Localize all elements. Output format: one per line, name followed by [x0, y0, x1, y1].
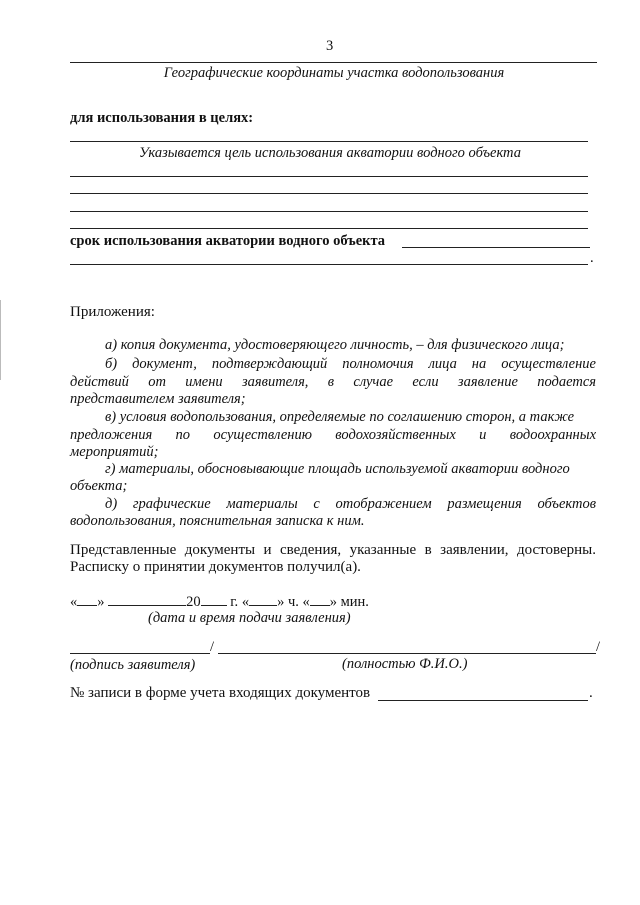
purpose-blank-1 — [70, 176, 588, 177]
purpose-blank-2 — [70, 193, 588, 194]
purpose-caption: Указывается цель использования акватории водного объекта — [139, 145, 521, 161]
item-d-line1: г) материалы, обосновывающие площадь используемой акватории водного — [105, 461, 570, 477]
coordinates-line — [70, 62, 597, 63]
minute-field — [310, 593, 330, 606]
day-field — [77, 593, 97, 606]
signature-slash-right: / — [596, 639, 601, 655]
date-caption: (дата и время подачи заявления) — [148, 610, 351, 626]
item-c-line2: предложения по осуществлению водохозяйственных и водоохранных — [70, 427, 596, 443]
year-suffix: г. — [230, 594, 239, 610]
month-field — [108, 593, 186, 606]
record-label: № записи в форме учета входящих документов — [70, 685, 371, 701]
year-field — [201, 593, 227, 606]
coordinates-caption: Географические координаты участка водопользования — [163, 65, 505, 81]
signature-field — [70, 653, 210, 654]
full-name-field — [218, 653, 596, 654]
purpose-blank-4 — [70, 228, 588, 229]
purpose-blank-3 — [70, 211, 588, 212]
min-suffix: » мин. — [329, 594, 369, 610]
item-c-line1: в) условия водопользования, определяемые по соглашению сторон, а также — [105, 409, 575, 425]
item-b-line2: действий от имени заявителя, в случае если заявление подается — [70, 374, 596, 390]
item-e-line2: водопользования, пояснительная записка к ним. — [70, 513, 365, 529]
term-field — [402, 247, 590, 248]
item-d-line2: объекта; — [70, 478, 128, 494]
hour-field — [249, 593, 277, 606]
term-line-2 — [70, 264, 588, 265]
day-close-quote: » — [97, 594, 105, 610]
term-label: срок использования акватории водного объекта — [70, 233, 386, 249]
item-e-line1: д) графические материалы с отображением размещения объектов — [105, 496, 596, 512]
day-open-quote: « — [70, 594, 78, 610]
appendix-heading: Приложения: — [70, 304, 155, 320]
min-open-quote: « — [302, 594, 310, 610]
name-caption: (полностью Ф.И.О.) — [342, 656, 468, 672]
hour-open-quote: « — [241, 594, 250, 610]
signature-slash-left: / — [210, 639, 215, 655]
item-a: а) копия документа, удостоверяющего личность, – для физического лица; — [105, 337, 565, 353]
page-number: 3 — [326, 38, 334, 54]
record-field — [378, 700, 588, 701]
scan-artifact — [0, 300, 1, 380]
purpose-line — [70, 141, 588, 142]
term-end: . — [590, 250, 594, 266]
record-end: . — [589, 685, 593, 701]
item-b-line3: представителем заявителя; — [70, 391, 246, 407]
year-prefix: 20 — [186, 594, 201, 610]
statement-line2: Расписку о принятии документов получил(а). — [70, 559, 361, 575]
signature-caption: (подпись заявителя) — [70, 657, 196, 673]
statement-line1: Представленные документы и сведения, указанные в заявлении, достоверны. — [70, 542, 596, 558]
date-row — [70, 593, 369, 611]
item-c-line3: мероприятий; — [70, 444, 159, 460]
item-b-line1: б) документ, подтверждающий полномочия лица на осуществление — [105, 356, 596, 372]
hour-suffix: » ч. — [277, 594, 299, 610]
purpose-label: для использования в целях: — [70, 110, 254, 126]
